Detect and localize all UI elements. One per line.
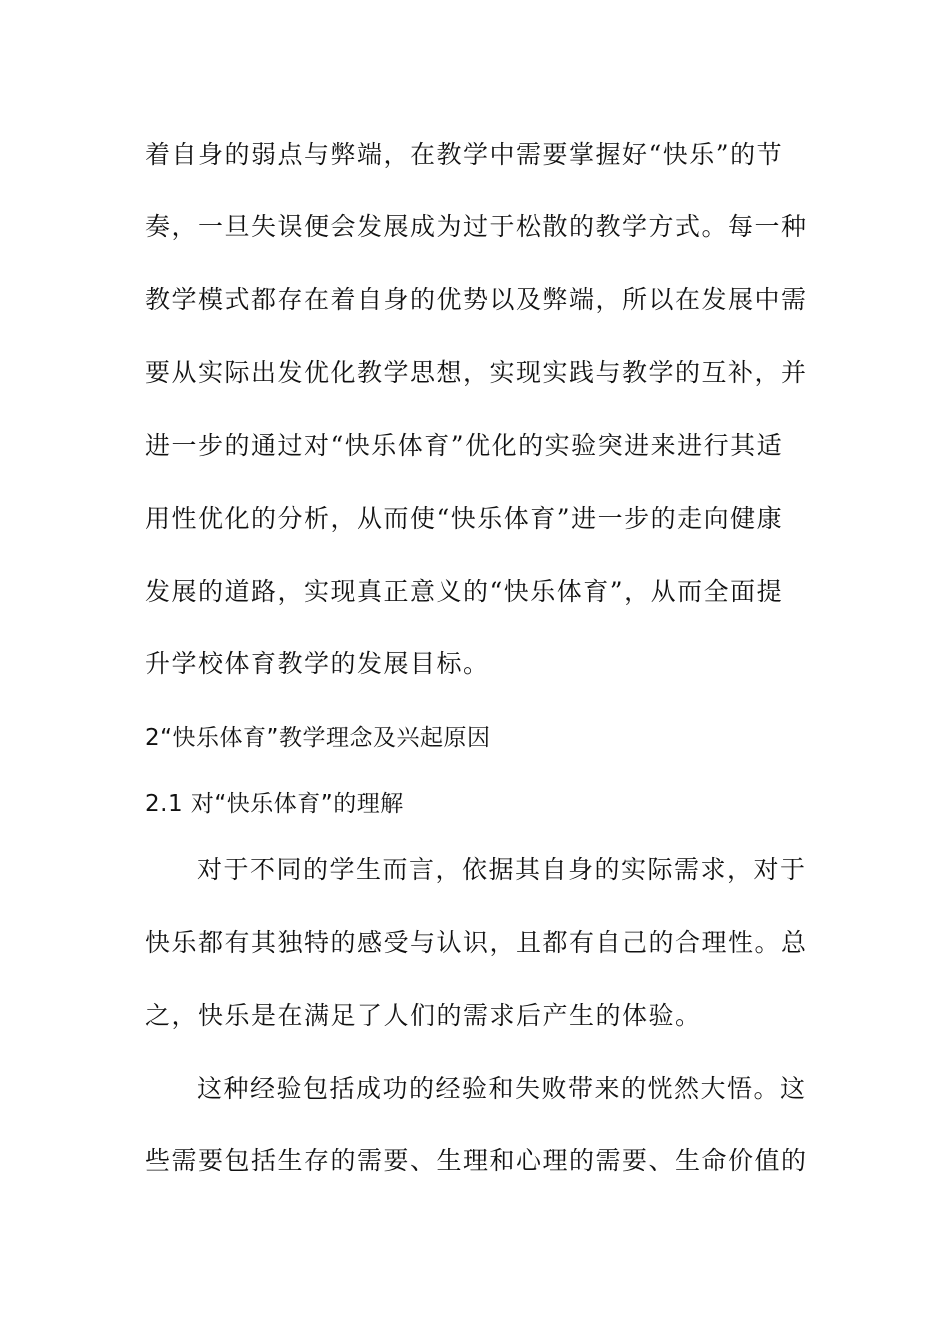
- text-line: 教学模式都存在着自身的优势以及弊端，所以在发展中需: [145, 285, 808, 314]
- section-heading: 2“快乐体育”教学理念及兴起原因: [145, 725, 491, 751]
- text-line: 用性优化的分析，从而使“快乐体育”进一步的走向健康: [145, 504, 784, 533]
- text-line: 之，快乐是在满足了人们的需求后产生的体验。: [145, 1001, 702, 1030]
- text-line: 着自身的弱点与弊端，在教学中需要掌握好“快乐”的节: [145, 140, 784, 169]
- text-line: 些需要包括生存的需要、生理和心理的需要、生命价值的: [145, 1146, 808, 1175]
- text-line: 升学校体育教学的发展目标。: [145, 649, 490, 678]
- text-line: 要从实际出发优化教学思想，实现实践与教学的互补，并: [145, 358, 808, 387]
- subsection-heading: 2.1 对“快乐体育”的理解: [145, 791, 404, 817]
- text-line: 发展的道路，实现真正意义的“快乐体育”，从而全面提: [145, 577, 784, 606]
- text-line: 这种经验包括成功的经验和失败带来的恍然大悟。这: [197, 1074, 807, 1103]
- text-line: 奏，一旦失误便会发展成为过于松散的教学方式。每一种: [145, 212, 808, 241]
- text-line: 快乐都有其独特的感受与认识，且都有自己的合理性。总: [145, 928, 808, 957]
- text-line: 进一步的通过对“快乐体育”优化的实验突进来进行其适: [145, 431, 784, 460]
- text-line: 对于不同的学生而言，依据其自身的实际需求，对于: [197, 855, 807, 884]
